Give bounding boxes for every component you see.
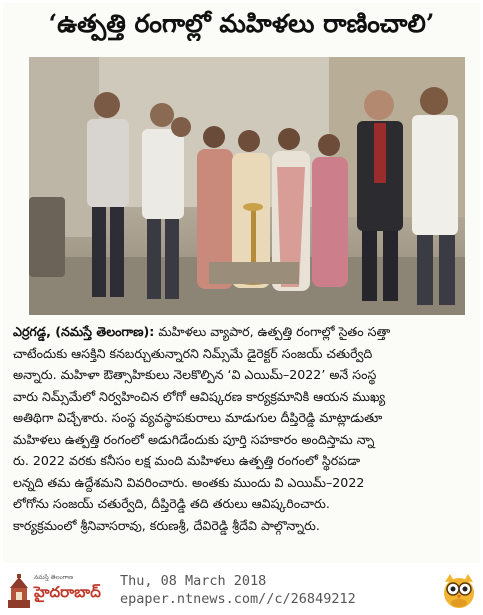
article-line: రు. 2022 వరకు కనీసం లక్ష మంది మహిళలు ఉత్పత్తి రంగంలో స్థిరపడా bbox=[13, 453, 361, 468]
article-line: వారు నిమ్స్‌మేలో నిర్వహించిన లోగో ఆవిష్కరణ కార్యక్రమానికి ఆయన ముఖ్య bbox=[13, 388, 386, 404]
temple-icon bbox=[6, 574, 32, 610]
article-line: కార్యక్రమంలో శ్రీనివాసరావు, కరుణశ్రీ, దేవిరెడ్డి శ్రీదేవి పాల్గొన్నారు. bbox=[13, 517, 320, 533]
article-text: మహిళలు వ్యాపార, ఉత్పత్తి రంగాల్లో సైతం సత్తా bbox=[154, 324, 391, 339]
article-line bbox=[13, 321, 475, 343]
article-line: చాటేందుకు ఆసక్తిని కనబర్చుతున్నారని నిమ్స్‌మే డైరెక్టర్ సంజయ్ చతుర్వేది bbox=[13, 345, 373, 361]
news-clipping bbox=[3, 3, 480, 563]
event-photo-illustration bbox=[29, 57, 465, 315]
edition-url[interactable]: epaper.ntnews.com//c/26849212 bbox=[120, 591, 356, 607]
brand-tagline: నమస్తే తెలంగాణ bbox=[34, 574, 74, 581]
article-line: అన్నారు. మహిళా ఔత్సాహికులు నెలకొల్పిన ‘వి ఎయిమ్–2022’ అనే సంస్థ bbox=[13, 367, 377, 382]
edition-date: Thu, 08 March 2018 bbox=[120, 573, 267, 589]
article-line: అతిథిగా విచ్చేశారు. సంస్థ వ్యవస్థాపకురాలు మాడుగుల దీప్తిరెడ్డి మాట్లాడుతూ bbox=[13, 410, 383, 425]
brand-logo[interactable] bbox=[4, 570, 101, 612]
owl-icon bbox=[440, 570, 478, 610]
edition-stamp bbox=[120, 572, 356, 608]
article-body bbox=[13, 321, 475, 536]
brand-name: హైదరాబాద్ bbox=[34, 583, 101, 601]
epaper-footer bbox=[0, 566, 483, 615]
dateline: ఎర్రగడ్డ, (నమస్తే తెలంగాణ): bbox=[13, 324, 155, 339]
article-line: లన్నది తమ ఉద్దేశమని వివరించారు. అంతకు ముందు వి ఎయిమ్–2022 bbox=[13, 474, 365, 490]
article-line: మహిళలు ఉత్పత్తి రంగంలో అడుగిడేందుకు పూర్తి సహకారం అందిస్తామ న్నా bbox=[13, 431, 375, 447]
event-photo bbox=[29, 57, 465, 315]
article-line: లోగోను సంజయ్ చతుర్వేది, దీప్తిరెడ్డి తది తరులు ఆవిష్కరించారు. bbox=[13, 496, 330, 511]
headline: ‘ఉత్పత్తి రంగాల్లో మహిళలు రాణించాలి’ bbox=[48, 9, 435, 38]
